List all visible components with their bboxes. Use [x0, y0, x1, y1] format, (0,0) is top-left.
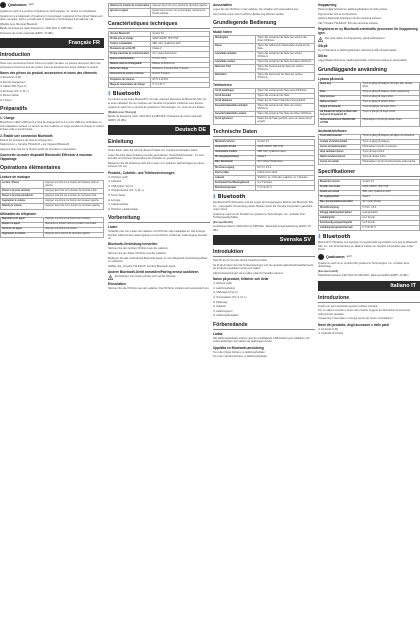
table-row: Kontinuierliche Wiedergabezeit Ca. 6 Stunden	[214, 181, 315, 186]
charge-text: Branchez le câble USB fourni à l'étui de chargement et à un port USB d'un ordinateur ou d'un adaptateur secteur. Le témoin de l'étui s'allume en rouge pendant la charge et s'éteint lorsque celle-ci est terminée.	[0, 121, 104, 132]
section-heading: Introduktion	[213, 249, 315, 257]
table-row: Wiedergabe Tippen Sie einmal auf die Taste des rechten oder linken Ohrhörers.	[214, 36, 315, 44]
section-heading: Grundläggande användning	[318, 67, 420, 75]
table-row: Strömförsörjning 5 V DC, 0,5 A	[319, 205, 420, 210]
subsection-heading: Einschalten	[108, 282, 126, 287]
table-row: Autonomie de lecture continue Environ 6 heures	[109, 72, 210, 77]
table-row: Augmenter le volume Appuyez une fois sur le bouton de l'écouteur gauche.	[1, 199, 104, 204]
table-row: Paus Tryck en gång på knappen under uppspelning.	[319, 90, 420, 95]
subsection-heading: Nomi del prodotto, degli accessori e delle parti	[318, 322, 389, 327]
intro-text: Tack för att du har köpt denna Yamaha produkt.	[213, 259, 268, 263]
subsection-heading: Namn på produkt, tillbehör och delar	[213, 277, 269, 282]
table-row: Répondre à un appel Appuyez une fois sur le bouton de l'écouteur.	[1, 217, 104, 222]
bluetooth-logo: ᛒ Bluetooth	[318, 234, 351, 241]
section-heading: Introduction	[0, 52, 104, 60]
model-heading: [Modèle pour l'Europe]	[108, 110, 137, 114]
connect-steps	[0, 139, 104, 152]
table-row: Bluetooth-version Version 5.0	[319, 180, 420, 185]
table-row: Abaisser le volume de conversation Appuyez deux fois sur le bouton de l'écouteur gauche.	[110, 4, 208, 7]
table-row: Augmenter le volume Appuyez sur le bouton de l'écouteur gauche.	[1, 232, 104, 237]
list-item: Aktivera Bluetooth-funktionen på den anslutna enheten.	[318, 17, 382, 21]
table-row: Passer à la piste suivante Appuyez deux fois sur le bouton de l'écouteur droit.	[1, 189, 104, 194]
list-item: ③ Câble USB (Type-C)	[0, 85, 27, 89]
table-row: Profiler som stöds A2DP, AVRCP, HFP, HSP	[319, 185, 420, 190]
language-code: IT	[411, 282, 416, 289]
music-table	[0, 180, 104, 209]
legal-para: Puissance de sortie maximale (EIRP): 20 dBm	[0, 31, 54, 35]
subsection-heading: Lyssna på musik	[318, 76, 344, 81]
intro-text: Vielen Dank, dass Sie sich für dieses Produkt von Yamaha entschieden haben.	[108, 149, 199, 153]
section-heading: Förberedande	[213, 322, 315, 330]
bluetooth-logo: ᛒ Bluetooth	[108, 91, 141, 98]
list-item: Appuyez deux fois sur le bouton tactile de l'écouteur si nécessaire.	[0, 147, 77, 151]
parts-list	[0, 76, 104, 102]
subsection-heading: Connecter un autre dispositif Bluetooth/ Effectuer à nouveau l'appairage	[0, 153, 93, 162]
list-item: ⑦ Laddningsport	[213, 309, 233, 313]
table-row: Interne Akku Lithium-Ionen-Akku	[214, 171, 315, 176]
list-item: Per un utilizzo corretto e sicuro del prodotto, leggere le informazioni di sicurezza nell'opuscolo separato.	[318, 309, 410, 316]
parts-list	[213, 282, 315, 318]
table-row: Inbyggt laddningsbart batteri Litiumjonbatteri	[319, 211, 420, 216]
spec-table	[108, 31, 210, 88]
section-heading: Specifikationer	[318, 169, 420, 177]
spec-table	[213, 139, 315, 191]
subsection-heading: Telefonieren	[213, 83, 232, 88]
music-table	[213, 35, 315, 81]
list-item: ⑧ Laddningskontakter	[213, 314, 239, 318]
list-item: ③ USB-kabel (Typ-C)	[213, 291, 238, 295]
qualcomm-brand-sub: aptX	[28, 3, 34, 7]
table-row: Plage de température de charge 5 °C à 40 °C	[109, 83, 210, 88]
phone-table	[318, 134, 420, 166]
bluetooth-trademark-text: Bluetooth® ordmärket och logotyper är registrerade varumärken som ägs av Bluetooth SIG, Inc. och all användning av sådana märken av Yamaha Corporation sker under licens.	[318, 241, 418, 252]
spec-table	[318, 179, 420, 231]
qualcomm-logo-icon	[0, 2, 6, 8]
table-row: Durée de charge Écouteurs: 2 heures; Étui: 2 heures	[109, 67, 210, 72]
table-row: Pause Tippen Sie während der Wiedergabe einmal auf die Taste.	[214, 44, 315, 52]
table-row: Avvisa ett telefonsamtal Håll knappen intryckt i 2 sekunder.	[319, 145, 420, 150]
list-item: ② Ladeetui	[108, 180, 121, 184]
list-item: ⑤ Bouton tactile	[0, 94, 19, 98]
section-heading: Introduzione	[318, 295, 420, 303]
table-row: Rückwärts Tippen Sie dreimal auf die Taste des rechten Ohrhörers.	[214, 73, 315, 81]
charge-text: Schließen Sie zum Laden die Ladebox und Ohrhörer das Ladekabel an. Die Anzeige leuchtet während des Ladevorgangs rot und erlischt, sobald der Ladevorgang beendet ist.	[108, 230, 208, 240]
language-name: Svenska	[279, 237, 303, 244]
subsection-heading: Använda telefonen	[318, 128, 347, 133]
parts-list	[108, 176, 210, 212]
table-row: Laddningstid Ca 2 timmar	[319, 216, 420, 221]
section-heading: Vorbereitung	[108, 215, 210, 223]
list-item: Sélectionnez « Yamaha TW-E3A R » sur l'appareil Bluetooth.	[0, 143, 70, 147]
list-item: Se till att du läser den här bruksanvisningen och de separata säkerhetsföreskrifterna för att använda produkten korrekt och säkert.	[213, 263, 314, 271]
phone-table	[213, 88, 315, 125]
subsection-heading: Ladda	[213, 331, 223, 336]
language-bar-french	[0, 38, 104, 48]
warning-icon	[108, 275, 113, 280]
top-legal-text	[0, 10, 104, 35]
model-heading: [Europa Modell]	[213, 220, 233, 224]
warning-icon	[318, 37, 323, 42]
table-row: Bluetooth-Version Version 5.0	[214, 140, 315, 145]
subsection-heading: Bluetooth-Verbindung herstellen	[108, 242, 158, 247]
table-row: Lecture / Pause Appuyez une fois sur le bouton de l'écouteur droit ou gauche.	[1, 181, 104, 189]
note-text: Mer information om ihopparning, gå till webbplatsen.	[325, 36, 386, 40]
bluetooth-logo: ᛒ Bluetooth	[213, 194, 246, 201]
list-item: Retirez les écouteurs de l'étui de chargement.	[0, 138, 53, 142]
language-bar-swedish	[213, 235, 315, 245]
table-row: Gesprächslautstärke anheben Tippen Sie einmal auf die Taste des rechten Ohrhörers.	[214, 104, 315, 112]
list-item: Die Funktion kann über Kopfhörer-Bedienung aktiviert werden.	[213, 12, 285, 16]
table-row: Réduire le volume Appuyez deux fois sur le bouton de l'écouteur gauche.	[1, 204, 104, 209]
table-row: Hoppa till nästa låt Tryck två gånger på höger hörlur.	[319, 105, 420, 110]
legal-para: Qualcomm aptX is a product of Qualcomm Technologies, Inc. and/or its subsidiaries.	[0, 10, 97, 13]
subsection-heading: Laden	[108, 225, 118, 230]
bluetooth-trademark-text: La marque et les logos Bluetooth® sont des marques déposées de Bluetooth SIG, Inc. et toute utilisation de ces marques par Yamaha Corporation s'effectue sous licence.	[108, 98, 208, 105]
list-item: Bewahren Sie die Anleitung nach dem Lesen zum späteren Nachschlagen an einem sicheren Ort auf.	[108, 161, 205, 169]
note-callout	[318, 37, 420, 42]
list-item: ② Laddningsfodral	[213, 286, 235, 290]
power-on-text: Nehmen Sie die Ohrhörer aus der Ladebox. Die Ohrhörer schalten sich automatisch ein.	[108, 287, 210, 291]
list-item: Bedienen Sie das verbindende Bluetooth-Gerät, um den Bluetooth-Verbindungsaufbau zu vollziehen.	[108, 256, 208, 263]
phone-table	[0, 217, 104, 238]
table-row: Avsluta ett telefonsamtal Tryck en gång på knappen.	[319, 139, 420, 144]
language-code: SV	[303, 237, 311, 244]
model-text: Funkfrequenzband: 2402 MHz bis 2480 MHz. Maximale Ausgangsleistung (EIRP): 20 dBm	[213, 225, 311, 232]
table-row: Anruf abweisen Halten Sie die Taste 2 Sekunden lang gedrückt.	[214, 99, 315, 104]
table-row: RF-Ausgangsleistung Klasse 2	[214, 155, 315, 160]
table-row: Stromversorgung DC 5 V, 0,5 A	[214, 165, 315, 170]
note-text: Einzelheiten zum Pairing finden sich auf der Website.	[115, 275, 177, 279]
list-item: ③ USB-Kabel (Typ-C)	[108, 184, 134, 188]
section-heading: Grundlegende Bedienung	[213, 20, 315, 28]
qualcomm-logo	[318, 254, 420, 260]
language-code: FR	[92, 40, 100, 47]
qualcomm-brand-sub: aptX	[346, 254, 352, 258]
table-row: Lautstärke senken Tippen Sie einmal auf die Taste des linken Ohrhörers.	[214, 60, 315, 65]
table-row: Betriebstemperatur 5 °C bis 40 °C	[214, 186, 315, 191]
table-row: RF-utgångseffekt Klass 2	[319, 195, 420, 200]
list-item: Öppna locket och ta ut hörlurarna.	[318, 12, 358, 16]
pairing-steps	[318, 8, 420, 25]
table-row: Aktivera/avaktivera ONGROUND LISTEN Håll knappen intryckt på vänster hörlur.	[319, 118, 420, 126]
section-heading: Caractéristiques techniques	[108, 21, 210, 29]
subsection-heading: Registrera en ny Bluetooth-enhet/utför processen för ihopparning igen	[318, 27, 418, 36]
list-item: ① Auricolari (L/R)	[318, 327, 339, 331]
list-item: Lesen Sie bitte diese Anleitung und die gesonderten „Sicherheitshinweise", um eine korrekte und sichere Verwendung des Produkts zu gewährleisten.	[108, 153, 204, 161]
qualcomm-trademark-text: Qualcomm aptX är en produkt från Qualcomm Technologies, Inc. och/eller dess dotterbolag.	[318, 261, 410, 268]
list-item: Wählen Sie „Yamaha TW-E3A R" auf dem Bluetooth-Gerät.	[108, 264, 176, 268]
table-row: Batterie interne rechargeable Batterie au lithium-ion	[109, 62, 210, 67]
list-item: ⑥ Anzeige	[108, 198, 121, 202]
connect-steps	[213, 351, 315, 359]
section-heading: Préparatifs	[0, 106, 104, 114]
table-row: Source d'alimentation 5 V CC, 0,5 A	[109, 57, 210, 62]
parts-list	[318, 328, 420, 336]
table-row: Anruf empfangen Tippen Sie einmal auf die Taste eines Ohrhörers.	[214, 89, 315, 94]
table-row: Passer à la piste précédente Appuyez trois fois sur le bouton de l'écouteur droit.	[1, 194, 104, 199]
column-german-swedish	[213, 0, 315, 640]
note-callout	[108, 275, 210, 280]
qualcomm-trademark-text: Qualcomm aptX ist ein Produkt von Qualcomm Technologies, Inc. und/oder ihrer Tochtergesellschaften.	[213, 212, 306, 220]
qualcomm-trademark-text: Qualcomm aptX est un produit de Qualcomm Technologies, Inc. et/ou de ses filiales.	[108, 106, 205, 110]
table-row: Ignorer un appel Quand vous recevez un second appel, maintenez le bouton enfoncé.	[109, 9, 210, 17]
subsection-heading: Upprätta en Bluetooth-anslutning	[213, 345, 264, 350]
list-item: Ta ut den högra hörluren ur laddningsfodralet.	[213, 350, 266, 354]
list-item: ⑧ Ohrhörer-Ladekontakte	[108, 207, 138, 211]
list-item: Conservare il manuale in un luogo sicuro per future consultazioni.	[318, 317, 394, 321]
subsection-heading: Andere Bluetooth-Gerät anmelden/Pairing erneut ausführen	[108, 269, 199, 274]
list-item: ① Hörlurar (L/R)	[213, 282, 232, 286]
qualcomm-brand: Qualcomm	[8, 3, 27, 7]
legal-para: Qualcomm is a trademark of Qualcomm Incorporated, registered in the United States and other countries. aptX is a trademark of Qualcomm Technologies International, Ltd.	[0, 14, 103, 21]
subsection-heading: Lecture de musique	[0, 175, 31, 180]
table-row: Sänka samtalsvolymen Tryck på vänster hörlur.	[319, 155, 420, 160]
subsection-heading: Produkt-, Zubehör- und Teilebezeichnungen	[108, 170, 175, 175]
phone-table-cont	[108, 3, 210, 17]
bluetooth-icon: ᛒ	[213, 194, 217, 201]
power-off-text: Legen Sie die Ohrhörer in die Ladebox. Sie schalten sich automatisch aus.	[213, 8, 299, 11]
table-row: Höja volymen Tryck en gång på höger hörlur.	[319, 95, 420, 100]
language-bar-german	[108, 125, 210, 135]
table-row: Ladezeit Ohrhörer: ca. 2 Stunden; Ladebox: ca. 2 Stunden	[214, 176, 315, 181]
column-french	[0, 0, 104, 640]
table-row: Gesprächslautstärke senken Tippen Sie einmal auf die Taste des linken Ohrhörers.	[214, 112, 315, 117]
qualcomm-brand: Qualcomm	[326, 254, 345, 259]
language-name: Deutsch	[175, 127, 197, 134]
music-table	[318, 82, 420, 127]
column-french-german	[108, 0, 210, 640]
table-row: Max. Reichweite 10 m (ohne Hindernisse)	[214, 160, 315, 165]
table-row: Lautstärke anheben Tippen Sie einmal auf die Taste des rechten Ohrhörers.	[214, 52, 315, 60]
qualcomm-logo-icon	[318, 254, 324, 260]
list-item: ④ Öronsnäckor (XS, S, M, L)	[213, 296, 247, 299]
table-row: Version Bluetooth Version 5.0	[109, 32, 210, 37]
model-text: Radiofrekvensband: 2402 MHz till 2480 MHz. Maximal uteffekt (EIRP): 20 dBm	[318, 274, 409, 278]
list-item: Placera båda hörlurarna i laddningsfodralet och stäng locket.	[318, 8, 388, 11]
table-row: Höja samtalsvolymen Tryck på höger hörlur.	[319, 150, 420, 155]
column-swedish-italian	[318, 0, 420, 640]
list-item: Nehmen Sie den rechten Ohrhörer aus der Ladebox.	[108, 247, 169, 251]
table-row: Gå tillbaka till början av låten eller hoppa till föregående låt Tryck tre gånger på höger hörlur.	[319, 110, 420, 118]
model-heading: [Europa-modell]	[318, 269, 338, 273]
section-heading: Technische Daten	[213, 129, 315, 137]
model-text: Bande de fréquence radio: 2402 MHz à 2480 MHz. Puissance de sortie maximale (EIRP): 20 dBm	[108, 115, 202, 122]
subsection-heading: Ausschalten	[213, 3, 232, 7]
list-item: ⑤ Pekknapp	[213, 300, 228, 304]
legal-para: [Modèle pour l'Europe] Bluetooth	[0, 22, 38, 26]
table-row: Avvisa ett samtal Håll knappen intryckt vid inkommande andra samtal.	[319, 160, 420, 165]
table-row: Puissance de sortie RF Classe 2	[109, 47, 210, 52]
table-row: Rejeter un appel Maintenez le bouton enfoncé pendant 2 secondes.	[1, 222, 104, 227]
table-row: Portée maximale de communication 10 m (sans obstruction)	[109, 52, 210, 57]
subsection-heading: Musik hören	[213, 30, 232, 34]
subsection-heading: 2. Établir une connexion Bluetooth	[0, 133, 53, 138]
table-row: Anruf ignorieren Halten Sie die Taste gedrückt, wenn ein zweiter Anruf eingeht.	[214, 117, 315, 125]
qualcomm-logo	[0, 2, 104, 8]
intro-text: Grazie per aver acquistato questo prodotto Yamaha.	[318, 304, 379, 308]
table-row: Profils pris en charge A2DP, AVRCP, HFP, HSP	[109, 37, 210, 42]
language-name: Italiano	[390, 282, 410, 289]
list-item: ② Custodia di ricarica	[318, 332, 344, 336]
table-row: Unterstützte Profile A2DP, AVRCP, HFP, HSP	[214, 145, 315, 150]
table-row: Codecs compatibles SBC, AAC, Qualcomm aptX	[109, 42, 210, 47]
table-row: Terminer un appel Appuyez une fois sur le bouton.	[1, 227, 104, 232]
intro-text: Nous vous remercions d'avoir choisi ce produit Yamaha. Le présent document décrit les principaux fonctionnement du produit. Lisez-le attentivement avant d'utiliser le produit.	[0, 62, 101, 69]
table-row: Max. kommunikationsavstånd 10 m (utan hinder)	[319, 200, 420, 205]
bluetooth-trademark-text: Die Bluetooth®-Wortmarke und die Logos sind eingetragene Marken der Bluetooth SIG, Inc., und jegliche Verwendung dieser Marken durch die Yamaha Corporation geschieht unter Lizenz.	[213, 201, 314, 212]
power-on-text: Ta ut hörlurarna ur laddningsfodralet. Hörlurarna slås på automatiskt.	[318, 48, 398, 52]
table-row: Sänka volymen Tryck en gång på vänster hörlur.	[319, 100, 420, 105]
table-row: Fréquence de réponse 20 Hz à 20 kHz	[109, 77, 210, 82]
list-item: Ta ut den vänstra hörluren ur laddningsfodralet.	[213, 355, 268, 359]
section-heading: Opérations élémentaires	[0, 165, 104, 173]
list-item: ② Étui de chargement	[0, 80, 26, 84]
list-item: ⑥ Indikator	[213, 305, 226, 309]
list-item: ④ Ohrpassstücke (XS, S, M, L)	[108, 189, 144, 193]
list-item: Välj "Yamaha TW-E3A R" från den anslutna enheten.	[318, 21, 379, 25]
list-item: ④ Embouts (XS, S, M, L)	[0, 89, 29, 93]
table-row: Anruf beenden Tippen Sie einmal auf die Taste.	[214, 94, 315, 99]
list-item: ① Ohrhörer (L/R)	[108, 175, 128, 179]
section-heading: Einleitung	[108, 139, 210, 147]
language-name: Français	[68, 40, 92, 47]
table-row: Laddningstemperaturintervall 5 °C till 40 °C	[319, 226, 420, 231]
bluetooth-icon: ᛒ	[318, 234, 322, 241]
power-off-text: Lägg tillbaka hörlurarna i laddningsfodralet. Hörlurarna stängs av automatiskt.	[318, 59, 408, 63]
list-item: ① Écouteurs (L/R)	[0, 76, 22, 79]
table-row: Unterstützte Codecs SBC, AAC, Qualcomm aptX	[214, 150, 315, 155]
language-code: DE	[198, 127, 206, 134]
connect-steps	[108, 247, 210, 268]
legal-para: Bande de fréquence radio (fréquence): 2402 MHz to 2480 MHz	[0, 27, 73, 31]
subsection-heading: Slå av	[318, 54, 328, 59]
list-item: ⑥ Témoin	[0, 98, 12, 102]
subsection-heading: Slå på	[318, 43, 328, 48]
subsection-heading: Ihopparning	[318, 3, 337, 7]
list-item: Håll bruksanvisningen på en säker plats för framtida referens.	[213, 271, 284, 275]
language-bar-italian	[318, 281, 420, 291]
charge-text: När laddningsfodralet ansluts med den medföljande USB-kabeln lyser indikatorn rött under laddningen och släcks när laddningen är klar.	[213, 336, 310, 344]
subsection-heading: Noms des pièces du produit, accessoires et noms des éléments	[0, 71, 97, 75]
list-item: ⑦ Ladeanschluss	[108, 203, 129, 207]
table-row: Ta ett telefonsamtal Tryck en gång på knappen på någon av hörlurarna.	[319, 134, 420, 139]
table-row: Kodek som stöds SBC, AAC, Qualcomm aptX	[319, 190, 420, 195]
subsection-heading: Utilisation du téléphone	[0, 211, 37, 216]
bluetooth-icon: ᛒ	[108, 91, 112, 98]
table-row: Spela upp Tryck en gång på knappen på höger eller vänster hörlur.	[319, 82, 420, 90]
list-item: Nehmen Sie den linken Ohrhörer aus der Ladebox.	[108, 251, 167, 255]
table-row: Nächsten Titel Tippen Sie zweimal auf die Taste des rechten Ohrhörers.	[214, 65, 315, 73]
subsection-heading: 1. Charge	[0, 116, 15, 121]
list-item: ⑤ Touch-Taste	[108, 193, 125, 197]
table-row: Kontinuerlig uppspelningstid Ca 6 timmar	[319, 221, 420, 226]
